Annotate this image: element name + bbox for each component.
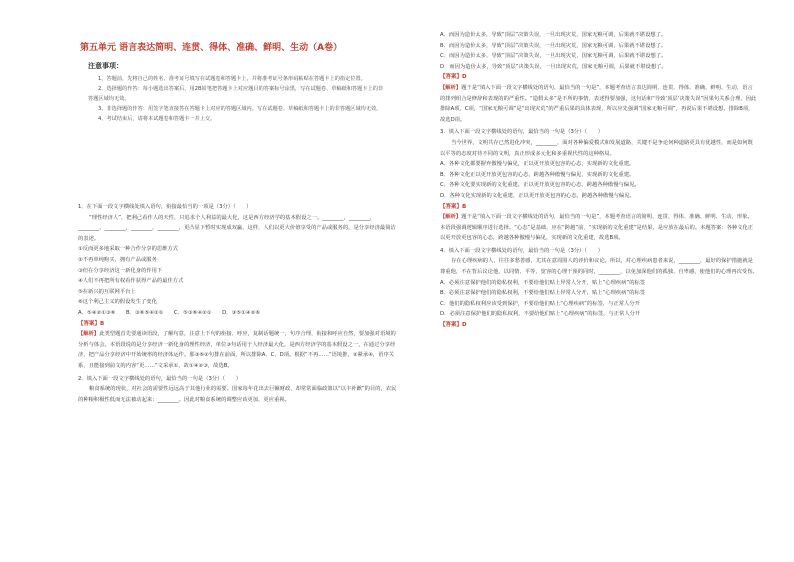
q2-passage: 粮食系统的现状，对社会的需要性远远高于其他行业的需要。国家每年花出去巨额财政，却常常面临政策以“以丰补歉”的目的，农民的种粮积极性低而无法被动起来：________。因此对粮食系统的调整应该更加，更应重视。 xyxy=(78,386,397,403)
q3-analysis-label: 【解析】 xyxy=(440,214,462,221)
q1-passage: “理性经济人”，把利己看作人的天性，只追求个人利益的最大化，这是西方经济学的基本假设之一。________，________，________，________，________，________，更凸显下暂时实现成双赢，这样，人们以更大价值享受的产品或服务的，是分享经济最简洁的表述。 xyxy=(78,214,396,242)
q1-stem: 1．在下面一段文字横线处填入语句，衔接最恰当的一项是（3分）（ ） xyxy=(78,204,252,210)
q3-answer: B xyxy=(462,203,467,210)
q1-answer-label: 【答案】 xyxy=(78,320,101,327)
q1-answer: B xyxy=(100,320,105,327)
notice-list xyxy=(88,74,388,124)
notice-heading: 注意事项： xyxy=(88,62,123,70)
q1-options: A．⑤④②①③⑥ B．③⑥⑤④②① C．⑤③⑥④②① D．③⑤①④②⑥ xyxy=(78,309,260,316)
notice-item: 4、考试结束后，请将本试题卷和答题卡一并上交。 xyxy=(98,116,216,122)
q4-answer: D xyxy=(462,322,467,329)
q4-option: C．他们的隐私权利应该受到保护，不要给他们贴上“心理疾病”的标签，与正常人分开 xyxy=(440,300,640,307)
q2-answer: D xyxy=(462,74,467,81)
q4-option: D．必须注意保护他们的隐私权利，不要给他们贴上“心理疾病”的标签，与正常人分开 xyxy=(440,311,641,318)
q2-option: B．而因为造价太多，导致“顶层”决策失误，一旦出现灾荒，国家无粮可调，后果就不堪设想了。 xyxy=(440,42,667,49)
q3-option: A．各种文化都要摒弃傲慢与偏见，正以更开放更包容的心态，实现新的文化重建。 xyxy=(440,161,635,168)
q3-stem: 3．填入下面一段文字横线处的语句，最恰当的一句是（3分）（ ） xyxy=(440,129,603,136)
q2-option: A．而因为造价太多，导致“顶层”决策失误，一旦出现灾荒，国家无粮可调，后果就不堪设想了。 xyxy=(440,32,667,38)
q2-analysis-label: 【解析】 xyxy=(440,84,462,91)
q1-analysis: 此类型题首先要通读语段，了解句意，注意上下句的衔接、呼应，复制话题统一，句序合理，衔接和呼应自然，要加强对语境的分析与体会。本语段说的是分享经济一新化身的理性经济，单位③句话用于人经济最大化，是西方经济学的基本假设之一，在通过分享经济，把产品分享经济中开始统率的经济体运作。那③⑥②句排在前面，所以排除A、C、D项。根据“不再……”语境推，②紧承④，语序关系，且能接到前文的内容“更……”文采承①，故①④②③，故选B。 xyxy=(78,331,396,369)
q2-option: D．而因为造价太多，导致“顶层”决策失误，一旦出现灾荒，国家无粮可调，后果就不堪设想了。 xyxy=(440,63,667,70)
q4-stem: 4．填入下面一段文字横线处的语句，最恰当的一句是（3分）（ ） xyxy=(440,247,603,254)
q1-item: ⑥这个利己主义的假设发生了变化 xyxy=(78,299,157,306)
notice-item: 3、非选择题的作答：用签字笔直接答在答题卡上对应的答题区域内。写在试题卷、草稿纸和答题卡上的非答题区域均无效。 xyxy=(98,106,382,112)
q1-item: ⑤在新兴的互联网平台上 xyxy=(78,288,136,295)
q2-analysis: 题干是“填入下面一段文字横线处的语句，最恰当的一句是”，本题考查语言表达简明、连贯、得体、准确、鲜明、生动，语言的排列组合是修辞和表现的的严重性。“造假太多”是不所的事情，表述得要加强，这句话和“导致‘顶层’决策失误”因果句关系合理，因此排除A项，C项，“国家无粮可调”是“出现灾荒”的严重后果的具体表现，所以应先强调“国家无粮可调”，再说后果不堪设想，排除B项，故选D项。 xyxy=(440,84,757,123)
q1-analysis-label: 【解析】 xyxy=(78,331,100,338)
q1-item: ④人们不再把所有权看作获得产品的最佳方式 xyxy=(78,278,184,285)
q4-passage: 存在心理疾病的人，往往多愁善感，尤其在意周围人的评价和议论。所以，对心理疾病患者来说，________，最好的保护措施就是尊重他，不在背后议论他，以同情、平等、宽容的心理干预的同时，________，以免加深他们的孤独、自卑感，使他们的心理再次受伤。 xyxy=(440,258,758,276)
q3-analysis: 题干是“填入下面一段文字横线处的语句，最恰当的一句是”，本题考查语言的简明、连贯、得体、准确、鲜明、生动、形象。本语段强调逻辑顺序进行选择。“心态”是基础，应在“跨越”前，“实现新的文化重建”是结果，是应放在最后的。本题答案：各种文化正以更开放更包容的心态，跨越各种傲慢与偏见，实现新的文化重建，故选B项。 xyxy=(440,214,754,242)
q1-item: ①反而更多地采取一种合作分享的思维方式 xyxy=(78,246,179,253)
q3-option: B．各种文化正以更开放更包容的心态，跨越各种傲慢与偏见，实现新的文化重建。 xyxy=(440,171,635,178)
q3-option: C．各种文化要实现新的文化重建，正以更开放更包容的心态，跨越各种傲慢与偏见。 xyxy=(440,182,640,189)
question-1 xyxy=(78,202,400,405)
q3-passage: 当今世界，文明共存已然进化冲突，________，面对各种偏爱模式和发展道路，关键不是争论何种道路更具有优越性，而是如何既以平等的态度对待不同的文明，真正形成多元化和多重视代性的这种格局。 xyxy=(440,139,753,157)
q4-answer-label: 【答案】 xyxy=(440,322,463,329)
notice-item: 2、选择题的作答：每小题选出答案后，用2B铅笔把答题卡上对应题目的答案标号涂黑，写在试题卷、草稿纸和答题卡上的非答题区域均无效。 xyxy=(88,86,384,102)
q1-item: ③但在分享经济这一新化身的作用下 xyxy=(78,267,163,274)
q2-option: C．而因为造价太多，导致“顶层”决策失误，一旦出现灾荒，国家无粮可调，后果就不堪设想了。 xyxy=(440,53,667,60)
q4-option: B．必须注意保护他们的隐私权利，不要给他们贴上异常人分开，贴上“心理疾病”的标签 xyxy=(440,290,646,297)
q4-option: A．必须注意保护他们的隐私权利，不要给他们贴上异常人分开，贴上“心理疾病”的标签 xyxy=(440,279,646,286)
question-2-continued xyxy=(440,30,758,331)
q2-answer-label: 【答案】 xyxy=(440,74,463,81)
notice-item: 1、答题前，先将自己的姓名、准考证号填写在试题卷和答题卡上，并将准考证号条形码粘贴在答题卡上的指定位置。 xyxy=(98,76,366,82)
q1-item: ②不再单纯购买、拥有产品或服务 xyxy=(78,256,157,263)
q3-answer-label: 【答案】 xyxy=(440,203,463,210)
q2-stem: 2．填入下面一段文字横线处的语句，最恰当的一句是（3分）（ ） xyxy=(78,375,241,382)
page-title: 第五单元 语言表达简明、连贯、得体、准确、鲜明、生动（A卷） xyxy=(80,43,343,53)
q3-option: D．各种文化实现新的文化重建，正以更开放更包容的心态，跨越各种傲慢与偏见。 xyxy=(440,192,635,199)
